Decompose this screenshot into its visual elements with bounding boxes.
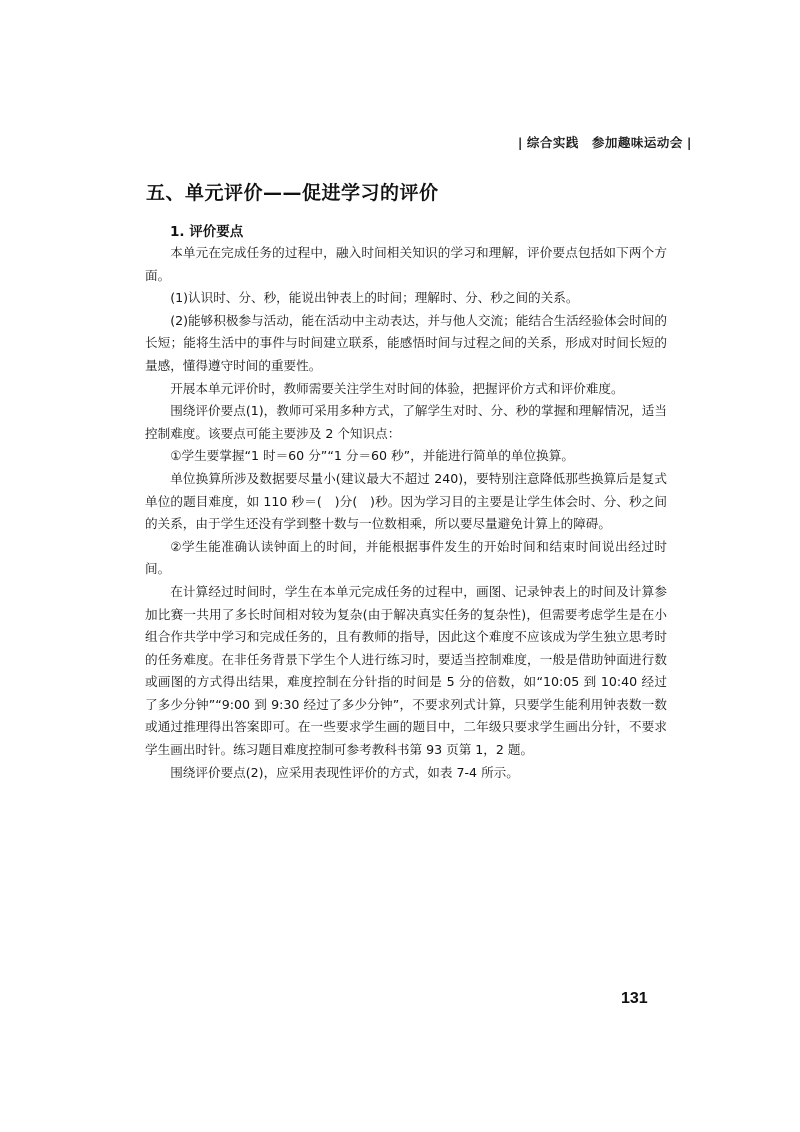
running-head-text: 综合实践 参加趣味运动会 xyxy=(526,135,683,150)
running-head-bar-right: | xyxy=(686,135,692,150)
running-head-bar-left: | xyxy=(517,135,523,150)
subheading-evaluation-points: 1. 评价要点 xyxy=(170,224,244,240)
page-number: 131 xyxy=(621,990,648,1007)
section-title: 五、单元评价——促进学习的评价 xyxy=(146,182,439,204)
paragraph: 围绕评价要点(2)，应采用表现性评价的方式，如表 7-4 所示。 xyxy=(170,764,519,780)
paragraph: (2)能够积极参与活动，能在活动中主动表达，并与他人交流；能结合生活经验体会时间的长短；能将生活中的事件与时间建立联系，能感悟时间与过程之间的关系，形成对时间长短的量感，懂得遵守时间的重要性。 xyxy=(145,312,667,373)
running-head xyxy=(514,133,696,151)
body-text xyxy=(145,242,667,784)
paragraph: 本单元在完成任务的过程中，融入时间相关知识的学习和理解，评价要点包括如下两个方面。 xyxy=(145,245,667,283)
paragraph: 围绕评价要点(1)，教师可采用多种方式，了解学生对时、分、秒的掌握和理解情况，适当控制难度。该要点可能主要涉及 2 个知识点： xyxy=(145,403,667,441)
paragraph: 在计算经过时间时，学生在本单元完成任务的过程中，画图、记录钟表上的时间及计算参加比赛一共用了多长时间相对较为复杂(由于解决真实任务的复杂性)，但需要考虑学生是在小组合作共学中学习和完成任务的，且有教师的指导，因此这个难度不应该成为学生独立思考时的任务难度。在非任务背景下学生个人进行练习时，要适当控制难度，一般是借助钟面进行数或画图的方式得出结果，难度控制在分针指的时间是 5 分的倍数，如“10:05 到 10:40 经过了多少分钟”“9:00 到 9:30 经过了多少分钟”，不要求列式计算，只要学生能利用钟表数一数或通过推理得出答案即可。在一些要求学生画的题目中，二年级只要求学生画出分针，不要求学生画出时针。练习题目难度控制可参考教科书第 93 页第 1，2 题。 xyxy=(145,583,667,758)
paragraph: ②学生能准确认读钟面上的时间，并能根据事件发生的开始时间和结束时间说出经过时间。 xyxy=(145,538,667,577)
paragraph: (1)认识时、分、秒，能说出钟表上的时间；理解时、分、秒之间的关系。 xyxy=(170,290,579,306)
paragraph: 开展本单元评价时，教师需要关注学生对时间的体验，把握评价方式和评价难度。 xyxy=(170,380,624,396)
paragraph: ①学生要掌握“1 时＝60 分”“1 分＝60 秒”，并能进行简单的单位换算。 xyxy=(170,448,574,464)
paragraph: 单位换算所涉及数据要尽量小(建议最大不超过 240)，要特别注意降低那些换算后是复式单位的题目难度，如 110 秒＝( )分( )秒。因为学习目的主要是让学生体会时、分、秒之间的关系，由于学生还没有学到整十数与一位数相乘，所以要尽量避免计算上的障碍。 xyxy=(145,470,667,532)
